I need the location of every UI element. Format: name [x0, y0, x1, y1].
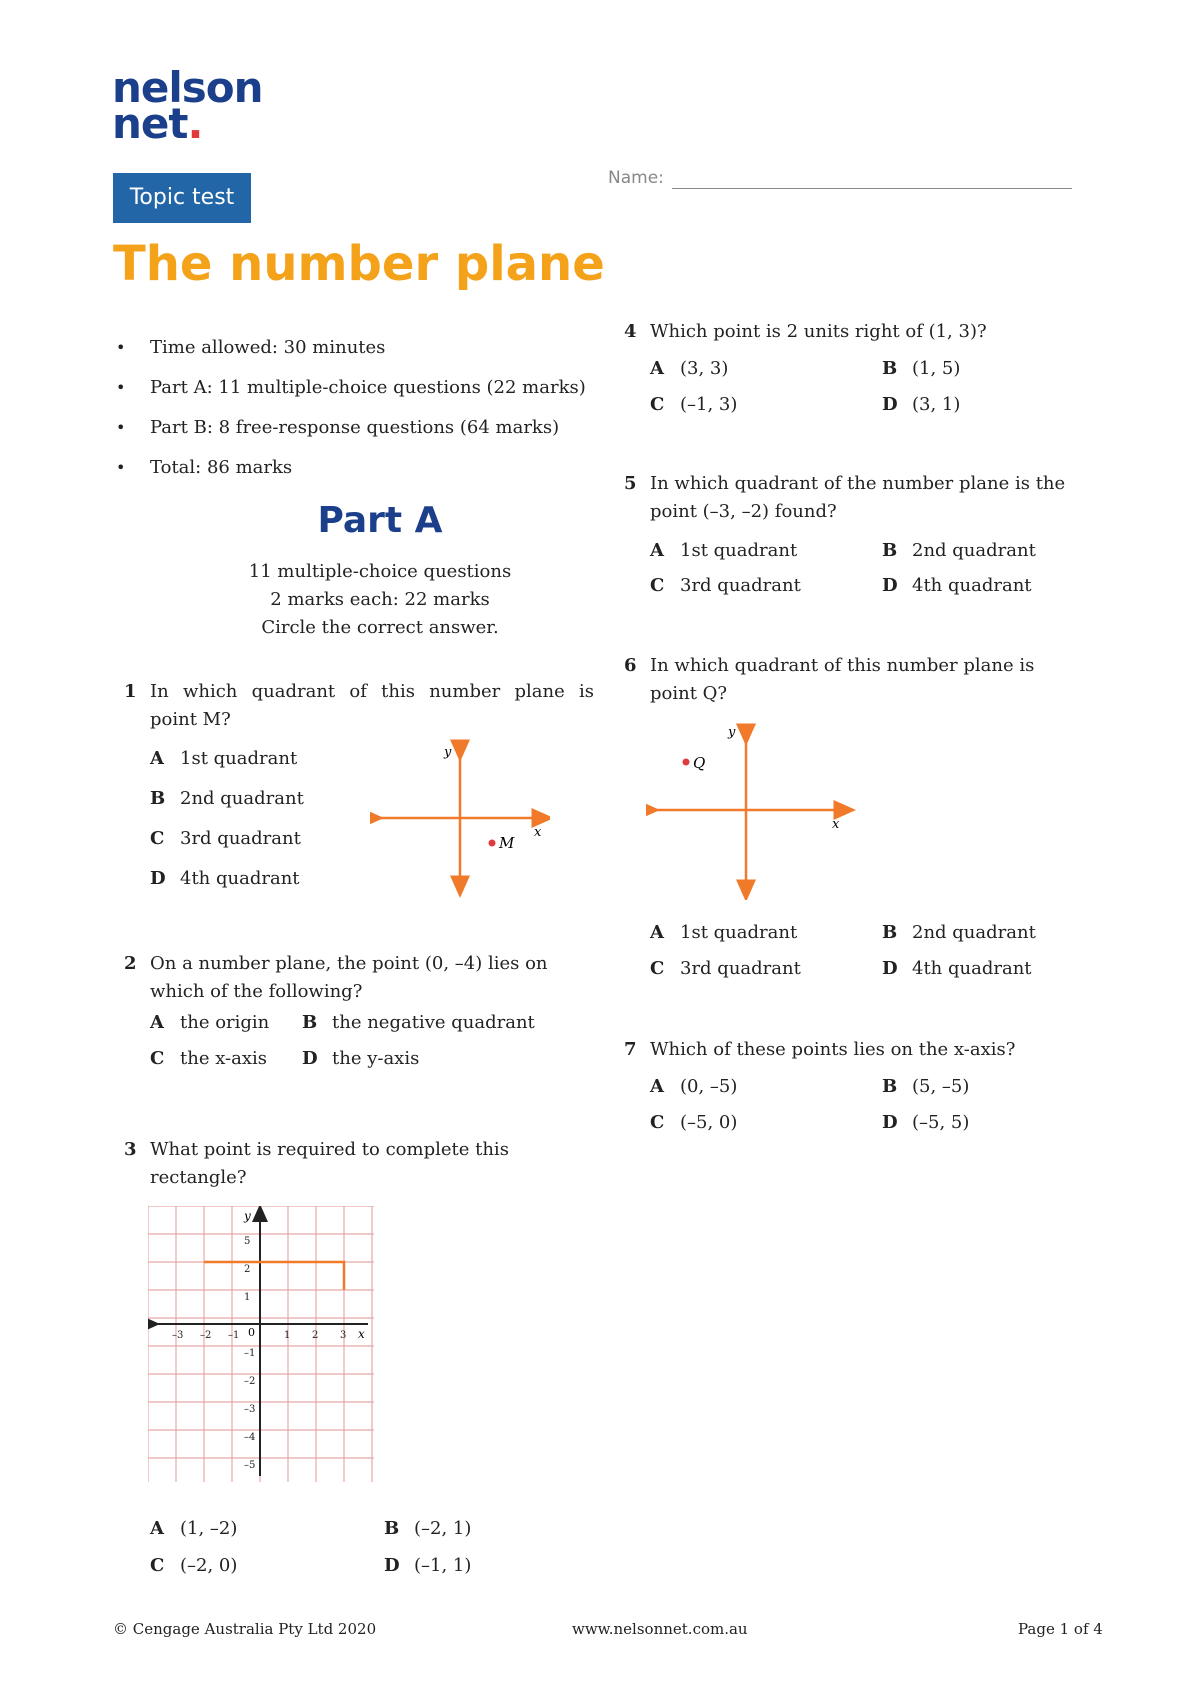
bullet-part-b: • Part B: 8 free-response questions (64 marks) — [116, 408, 586, 448]
q3-x-tick-label: 1 — [284, 1330, 291, 1341]
q7-option-c[interactable]: C (–5, 0) — [650, 1112, 738, 1133]
question-text: Which of these points lies on the x-axis? — [650, 1039, 1016, 1060]
q4-option-d[interactable]: D (3, 1) — [882, 394, 961, 415]
q1-y-label: y — [444, 745, 452, 760]
q3-y-tick-label: –4 — [244, 1432, 256, 1443]
question-6 — [624, 652, 1094, 708]
question-2 — [124, 950, 594, 1006]
question-number: 1 — [124, 681, 137, 702]
q3-grid-plane — [148, 1206, 374, 1482]
question-5 — [624, 470, 1094, 526]
q3-y-tick-label: –3 — [244, 1404, 256, 1415]
q1-number-plane — [370, 738, 550, 900]
q4-option-c[interactable]: C (–1, 3) — [650, 394, 738, 415]
part-a-info-line: 11 multiple-choice questions — [248, 561, 512, 582]
part-a-info-line: 2 marks each: 22 marks — [270, 589, 490, 610]
name-label: Name: — [608, 168, 664, 188]
q3-y-tick-label: 1 — [244, 1292, 251, 1303]
q1-option-c[interactable]: C 3rd quadrant — [150, 828, 301, 849]
q6-option-a[interactable]: A 1st quadrant — [650, 922, 798, 943]
q1-option-b[interactable]: B 2nd quadrant — [150, 788, 304, 809]
question-number: 2 — [124, 953, 137, 974]
bullet-part-a: • Part A: 11 multiple-choice questions (22 marks) — [116, 368, 586, 408]
question-text: which of the following? — [150, 981, 363, 1002]
q5-option-c[interactable]: C 3rd quadrant — [650, 575, 801, 596]
exam-info-list — [116, 328, 586, 488]
question-4 — [624, 318, 1094, 346]
question-text: Which point is 2 units right of (1, 3)? — [650, 321, 987, 342]
q2-option-d[interactable]: D the y-axis — [302, 1048, 420, 1069]
q6-y-label: y — [728, 725, 736, 740]
q3-option-a[interactable]: A (1, –2) — [150, 1518, 238, 1539]
question-text: In which quadrant of this number plane is — [650, 655, 1035, 676]
q6-point-q — [683, 759, 690, 766]
question-7 — [624, 1036, 1094, 1064]
q5-option-b[interactable]: B 2nd quadrant — [882, 540, 1036, 561]
q3-y-tick-label: –2 — [244, 1376, 256, 1387]
q3-y-tick-label: 2 — [244, 1264, 251, 1275]
q1-point-label: M — [499, 834, 515, 852]
q5-option-d[interactable]: D 4th quadrant — [882, 575, 1032, 596]
bullet-time: • Time allowed: 30 minutes — [116, 328, 586, 368]
q3-y-label: y — [244, 1209, 251, 1223]
q6-option-d[interactable]: D 4th quadrant — [882, 958, 1032, 979]
q5-option-a[interactable]: A 1st quadrant — [650, 540, 798, 561]
question-text: point (–3, –2) found? — [650, 501, 837, 522]
question-number: 3 — [124, 1139, 137, 1160]
question-text: On a number plane, the point (0, –4) lies on — [150, 953, 548, 974]
q3-x-tick-label: 3 — [340, 1330, 347, 1341]
footer-website-link[interactable]: www.nelsonnet.com.au — [572, 1620, 748, 1638]
page-title: The number plane — [113, 236, 605, 292]
q3-option-d[interactable]: D (–1, 1) — [384, 1555, 472, 1576]
bullet-total: • Total: 86 marks — [116, 448, 586, 488]
q6-point-label: Q — [693, 754, 706, 772]
question-text: point Q? — [650, 683, 728, 704]
question-number: 5 — [624, 473, 637, 494]
q3-option-b[interactable]: B (–2, 1) — [384, 1518, 472, 1539]
logo-line2: net — [112, 99, 188, 148]
q3-y-tick-label: –5 — [244, 1460, 256, 1471]
footer-page-number: Page 1 of 4 — [1018, 1620, 1103, 1638]
question-text: In which quadrant of the number plane is the — [650, 473, 1066, 494]
q3-x-label: x — [358, 1327, 365, 1341]
q1-point-m — [489, 840, 496, 847]
topic-test-badge: Topic test — [113, 173, 251, 223]
q3-y-tick-label: –1 — [244, 1348, 256, 1359]
q4-option-b[interactable]: B (1, 5) — [882, 358, 961, 379]
question-number: 6 — [624, 655, 637, 676]
question-text: What point is required to complete this — [150, 1139, 509, 1160]
q7-option-a[interactable]: A (0, –5) — [650, 1076, 738, 1097]
q3-x-tick-label: –1 — [228, 1330, 240, 1341]
question-1 — [124, 678, 594, 734]
q7-option-b[interactable]: B (5, –5) — [882, 1076, 970, 1097]
q6-option-c[interactable]: C 3rd quadrant — [650, 958, 801, 979]
logo-line1: nelson — [112, 63, 263, 112]
footer-copyright: © Cengage Australia Pty Ltd 2020 — [113, 1620, 377, 1638]
q1-option-d[interactable]: D 4th quadrant — [150, 868, 300, 889]
q3-option-c[interactable]: C (–2, 0) — [150, 1555, 238, 1576]
name-field-line[interactable] — [672, 188, 1072, 189]
q2-option-c[interactable]: C the x-axis — [150, 1048, 267, 1069]
q3-x-tick-label: 2 — [312, 1330, 319, 1341]
q6-x-label: x — [832, 817, 840, 832]
q6-option-b[interactable]: B 2nd quadrant — [882, 922, 1036, 943]
part-a-info — [170, 558, 590, 642]
q1-x-label: x — [534, 825, 542, 840]
question-text: In which quadrant of this number plane is — [150, 681, 594, 702]
q3-x-tick-label: –3 — [172, 1330, 184, 1341]
q3-origin-label: 0 — [248, 1326, 255, 1339]
logo-dot: . — [187, 99, 203, 148]
part-a-heading: Part A — [317, 500, 443, 541]
part-a-info-line: Circle the correct answer. — [261, 617, 499, 638]
q3-y-tick-label: 5 — [244, 1236, 251, 1247]
q3-rectangle-edges — [204, 1262, 344, 1290]
question-number: 4 — [624, 321, 637, 342]
question-3 — [124, 1136, 594, 1192]
q7-option-d[interactable]: D (–5, 5) — [882, 1112, 970, 1133]
q3-x-tick-label: –2 — [200, 1330, 212, 1341]
nelsonnet-logo — [112, 63, 272, 150]
q2-option-b[interactable]: B the negative quadrant — [302, 1012, 535, 1033]
q4-option-a[interactable]: A (3, 3) — [650, 358, 729, 379]
q1-option-a[interactable]: A 1st quadrant — [150, 748, 298, 769]
question-number: 7 — [624, 1039, 637, 1060]
question-text: rectangle? — [150, 1167, 247, 1188]
q2-option-a[interactable]: A the origin — [150, 1012, 270, 1033]
q6-number-plane — [646, 722, 856, 900]
question-text: point M? — [150, 709, 231, 730]
